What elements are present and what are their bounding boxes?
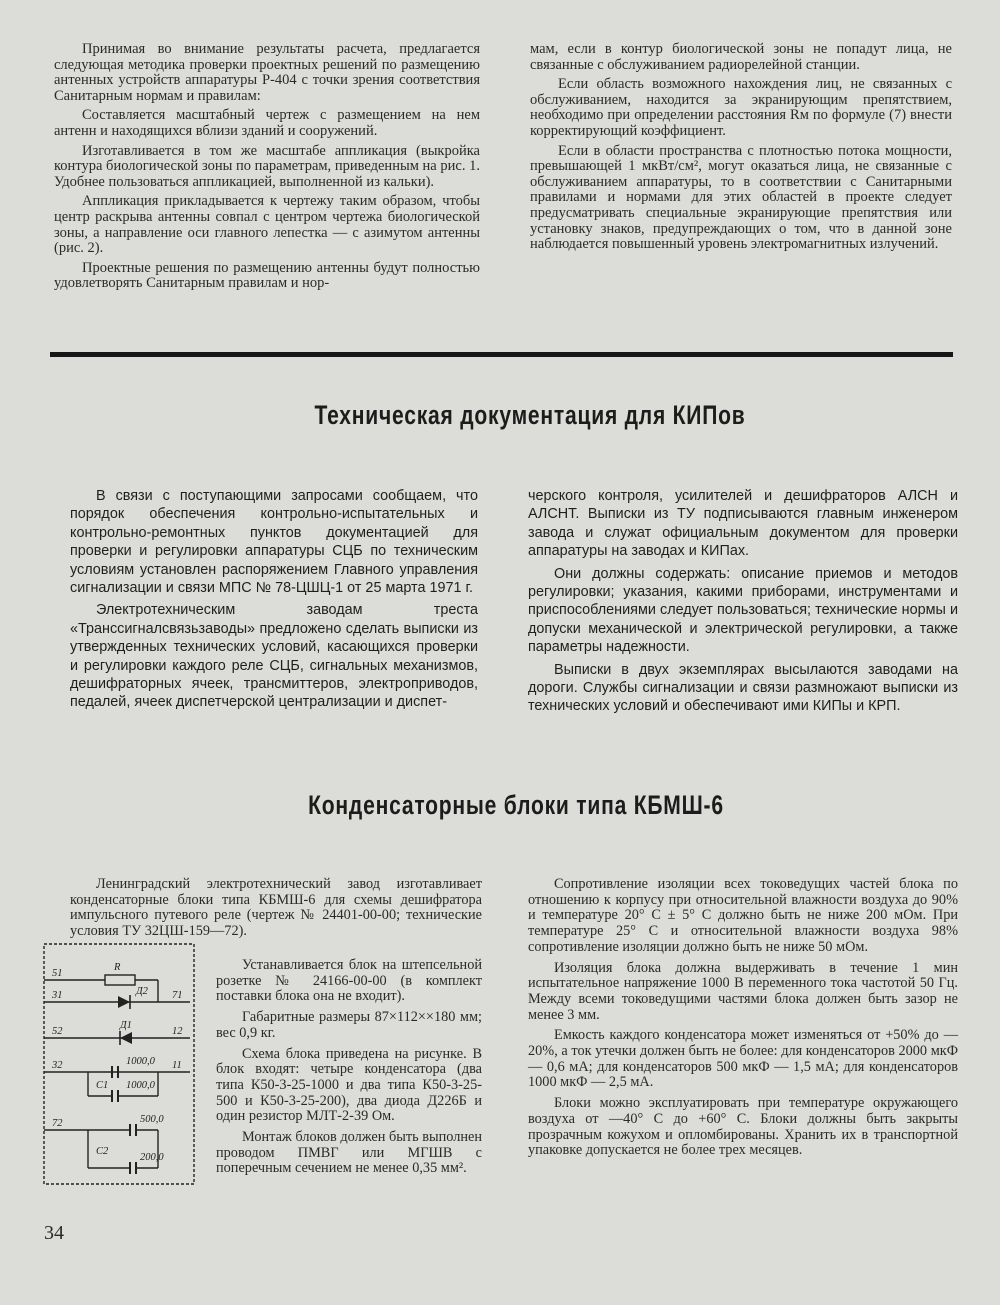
paragraph: Если область возможного нахождения лиц, не связанных с обслуживанием, находится за экранирующим препятствием, необходимо при определении расстояния Rм по формуле (7) внести корректирующий коэффициент. [530, 76, 952, 139]
component-label: R [114, 962, 121, 973]
circuit-diagram [40, 940, 210, 1190]
page-number: 34 [44, 1222, 64, 1244]
paragraph: Сопротивление изоляции всех токоведущих частей блока по отношению к корпусу при относительной влажности воздуха до 90% и температуре 20° C ± 5° C должно быть не ниже 200 мОм. При температуре 25° C и относительной влажности воздуха 98% сопротивление изоляции должно быть не ниже 50 мОм. [528, 876, 958, 955]
component-label: С2 [96, 1146, 109, 1157]
section1-right-column [528, 487, 958, 720]
section2-left-column [216, 958, 482, 1182]
component-label: Д2 [136, 986, 148, 997]
diode-d2 [118, 996, 130, 1008]
paragraph: Емкость каждого конденсатора может изменяться от +50% до —20%, а ток утечки должен быть не более: для конденсаторов 2000 мкФ — 0,6 мА; для конденсаторов 500 мкФ — 1,5 мА; для конденсаторов 1000 мкФ — 2,5 мА. [528, 1027, 958, 1091]
section-divider [50, 352, 953, 357]
terminal-label: 32 [52, 1060, 63, 1071]
terminal-label: 71 [172, 990, 183, 1001]
paragraph: Они должны содержать: описание приемов и методов регулировки; указания, какими приборами, инструментами и приспособлениями следует пользоваться; технические нормы и допуски механической и электрической регулировки, а также параметры надежности. [528, 565, 958, 656]
terminal-label: 31 [52, 990, 63, 1001]
paragraph: Монтаж блоков должен быть выполнен проводом ПМВГ или МГШВ с поперечным сечением не менее 0,35 мм². [216, 1129, 482, 1177]
terminal-label: 51 [52, 968, 63, 979]
section2-right-column [528, 877, 958, 1164]
paragraph: Электротехническим заводам треста «Транссигналсвязьзаводы» предложено сделать выписки из утвержденных технических условий, касающихся проверки и регулировки каждого реле СЦБ, сигнальных механизмов, дешифраторных ячеек, трансмиттеров, электроприводов, педалей, ячеек диспетчерской централизации и диспет- [70, 602, 478, 711]
capacitor-value: 1000,0 [126, 1056, 155, 1067]
paragraph: Схема блока приведена на рисунке. В блок входят: четыре конденсатора (два типа К50-3-25-1000 и два типа К50-3-25-500 и К50-3-25-200), два диода Д226Б и один резистор МЛТ-2-39 Ом. [216, 1045, 482, 1125]
paragraph: Если в области пространства с плотностью потока мощности, превышающей 1 мкВт/см², могут оказаться лица, не связанные с обслуживанием аппаратуры, то в соответствии с Санитарными правилами и нормами для этих областей в проекте следует предусматривать специальные экранирующие препятствия или установку знаков, предупреждающих о том, что в данной зоне наблюдается повышенный уровень электромагнитных излучений. [530, 142, 952, 253]
component-label: С1 [96, 1080, 109, 1091]
paragraph: Проектные решения по размещению антенны будут полностью удовлетворять Санитарным правилам и нор- [54, 259, 480, 292]
paragraph: Устанавливается блок на штепсельной розетке № 24166-00-00 (в комплект поставки блока она не входит). [216, 957, 482, 1005]
paragraph: Принимая во внимание результаты расчета, предлагается следующая методика проверки проектных решений по размещению антенных устройств аппаратуры Р-404 с точки зрения соответствия Санитарным нормам и правилам: [54, 41, 480, 104]
capacitor-value: 500,0 [140, 1114, 164, 1125]
paragraph: Ленинградский электротехнический завод изготавливает конденсаторные блоки типа КБМШ-6 для схемы дешифратора импульсного путевого реле (чертеж № 24401-00-00; технические условия ТУ 32ЦШ-159—72). [70, 876, 482, 940]
paragraph: Аппликация прикладывается к чертежу таким образом, чтобы центр раскрыва антенны совпал с центром чертежа биологической зоны, а направление оси главного лепестка — с азимутом антенны (рис. 2). [54, 193, 480, 257]
capacitor-value: 1000,0 [126, 1080, 155, 1091]
terminal-label: 72 [52, 1118, 63, 1129]
terminal-label: 52 [52, 1026, 63, 1037]
terminal-label: 11 [172, 1060, 182, 1071]
paragraph: черского контроля, усилителей и дешифраторов АЛСН и АЛСНТ. Выписки из ТУ подписываются главным инженером завода и служат официальным документом для проверки аппаратуры на заводах и КИПах. [528, 488, 958, 560]
component-label: Д1 [120, 1020, 132, 1031]
paragraph: В связи с поступающими запросами сообщаем, что порядок обеспечения контрольно-испытательных и контрольно-ремонтных пунктов документацией для проверки и регулировки аппаратуры СЦБ по техническим условиям установлен распоряжением Главного управления сигнализации и связи МПС № 78-ЦШЦ-1 от 25 марта 1971 г. [70, 488, 478, 597]
paragraph: Составляется масштабный чертеж с размещением на нем антенн и находящихся вблизи зданий и сооружений. [54, 107, 480, 139]
paragraph: Изоляция блока должна выдерживать в течение 1 мин испытательное напряжение 1000 В переменного тока частотой 50 Гц. Между всеми токоведущими частями блока должен быть зазор не менее 3 мм. [528, 959, 958, 1023]
top-left-column [54, 42, 480, 296]
paragraph: мам, если в контур биологической зоны не попадут лица, не связанные с обслуживанием радиорелейной станции. [530, 41, 952, 73]
section-title-kbmsh: Конденсаторные блоки типа КБМШ-6 [308, 790, 724, 820]
paragraph: Изготавливается в том же масштабе аппликация (выкройка контура биологической зоны по параметрам, приведенным на рис. 1. Удобнее пользоваться аппликацией, выполненной из кальки). [54, 142, 480, 190]
terminal-label: 12 [172, 1026, 183, 1037]
section2-intro [70, 877, 482, 945]
paragraph: Выписки в двух экземплярах высылаются заводами на дороги. Службы сигнализации и связи размножают выписки из технических условий и обеспечивают ими КИПы и КРП. [528, 661, 958, 715]
top-right-column [530, 42, 952, 257]
diode-d1 [120, 1032, 132, 1044]
paragraph: Габаритные размеры 87×112××180 мм; вес 0,9 кг. [216, 1009, 482, 1041]
capacitor-value: 200,0 [140, 1152, 164, 1163]
section1-left-column [70, 487, 478, 716]
section-title-kip: Техническая документация для КИПов [314, 400, 746, 430]
paragraph: Блоки можно эксплуатировать при температуре окружающего воздуха от —40° C до +60° C. Блоки должны быть закрыты прозрачным кожухом и опломбированы. Хранить их в транспортной упаковке допускается не более трех месяцев. [528, 1095, 958, 1159]
